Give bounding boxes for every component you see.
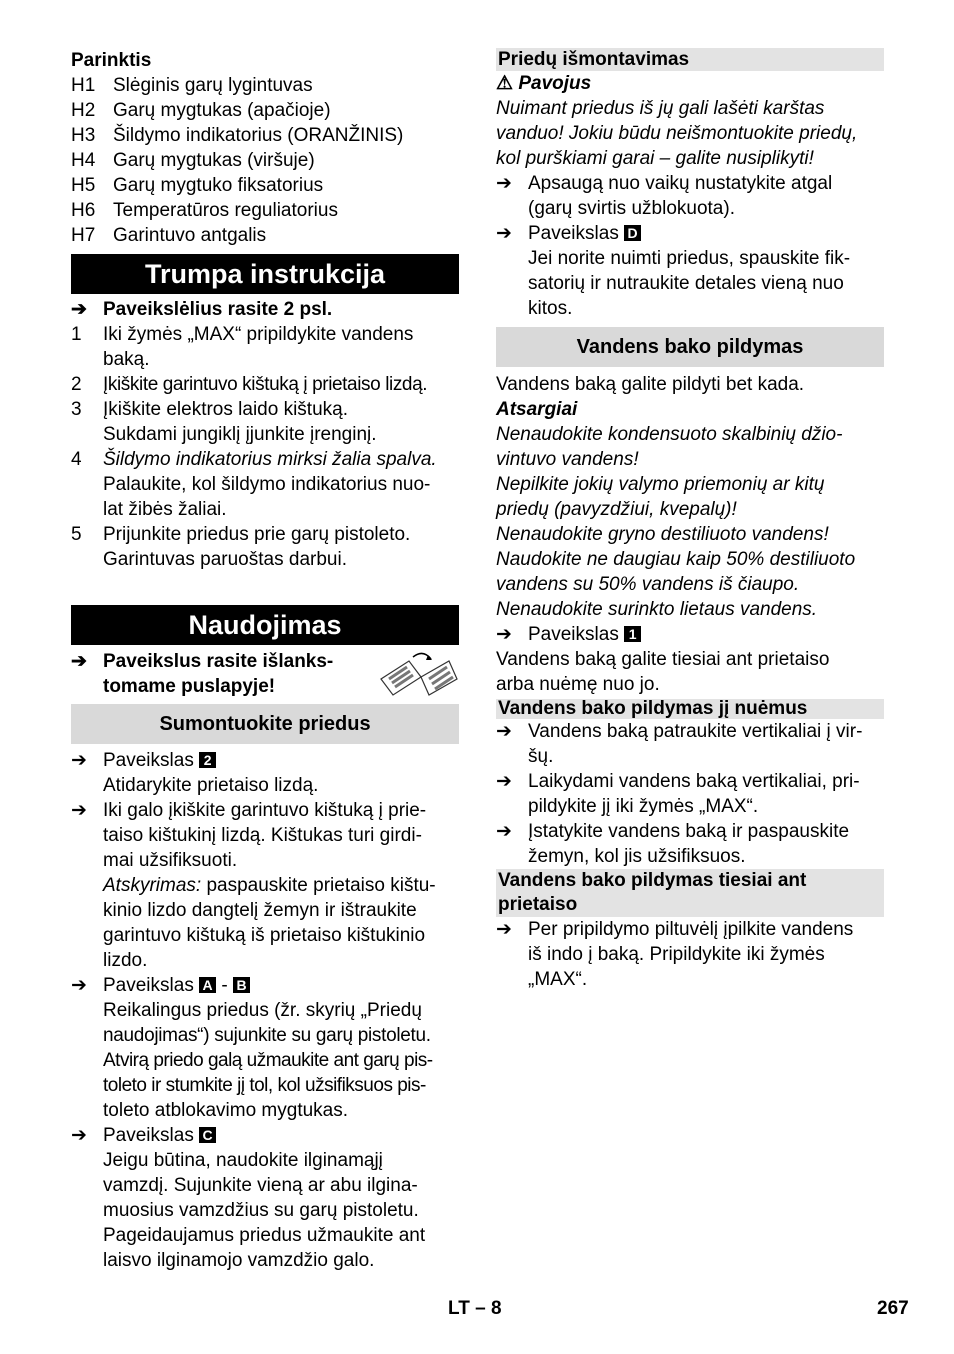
arrow-right-icon: ➔ xyxy=(71,299,87,320)
section-title-direct: Vandens bako pildymas tiesiai ant prietaiso xyxy=(496,869,884,917)
parts-item xyxy=(71,148,459,173)
parts-item xyxy=(71,173,459,198)
figC-instruction: ➔ Paveikslas C Jeigu būtina, naudokite ilginamąjį vamzdį. Sujunkite vieną ar abu ilgina- muosius vamzdžius su garų pistoletu. Pageidaujamus priedus užmaukite ant laisvo ilginamojo vamzdžio galo. xyxy=(71,1125,426,1271)
foldout-booklet-icon xyxy=(379,649,459,703)
fig1-instruction: ➔ Paveikslas 1 xyxy=(496,622,884,647)
section-title-use: Naudojimas xyxy=(71,605,459,645)
arrow-right-icon: ➔ xyxy=(496,624,512,645)
figure-ref-badge: C xyxy=(199,1127,216,1143)
part-code: H3 xyxy=(71,125,96,146)
figure-ref-badge: D xyxy=(624,225,641,241)
part-code: H6 xyxy=(71,200,96,221)
figure-ref-badge: 2 xyxy=(199,752,216,768)
part-code: H4 xyxy=(71,150,96,171)
section-title-removed: Vandens bako pildymas jį nuėmus xyxy=(496,699,884,719)
arrow-right-icon: ➔ xyxy=(71,975,87,996)
figD-instruction: ➔ Paveikslas D Jei norite nuimti priedus, spauskite fik- satorių ir nutraukite detales vieną nuo kitos. xyxy=(496,223,851,319)
parts-item xyxy=(71,198,459,223)
parts-heading: Parinktis xyxy=(71,50,152,71)
part-code: H5 xyxy=(71,175,96,196)
part-label: Garintuvo antgalis xyxy=(113,225,267,246)
page-footer-local: LT – 8 xyxy=(448,1298,502,1319)
figure-ref-badge: B xyxy=(233,977,250,993)
arrow-right-icon: ➔ xyxy=(496,821,512,842)
parts-list xyxy=(71,73,459,248)
parts-item xyxy=(71,123,459,148)
step-4: 4 Šildymo indikatorius mirksi žalia spalva. Palaukite, kol šildymo indikatorius nuo- lat žibės žaliai. xyxy=(71,449,437,520)
danger-label: ⚠ Pavojus xyxy=(496,73,592,94)
step-1: 1 Iki žymės „MAX“ pripildykite vandens baką. xyxy=(71,324,414,370)
part-label: Šildymo indikatorius (ORANŽINIS) xyxy=(113,125,404,146)
step-5: 5 Prijunkite priedus prie garų pistoleto. Garintuvas paruoštas darbui. xyxy=(71,524,411,570)
figure-ref-badge: 1 xyxy=(624,626,641,642)
removed-step: ➔ Vandens baką patraukite vertikaliai į vir- šų. xyxy=(496,721,863,767)
plug-instruction: ➔ Iki galo įkiškite garintuvo kištuką į prie- taiso kištukinį lizdą. Kištukas turi girdi- mai užsifiksuoti. Atskyrimas: paspauskite prietaiso kištu- kinio lizdo dangtelį žemyn ir ištraukite garintuvo kištuką iš prietaiso kištukinio lizdo. xyxy=(71,800,436,971)
part-label: Slėginis garų lygintuvas xyxy=(113,75,313,96)
parts-item xyxy=(71,73,459,98)
part-label: Garų mygtukas (apačioje) xyxy=(113,100,331,121)
part-label: Temperatūros reguliatorius xyxy=(113,200,338,221)
part-code: H1 xyxy=(71,75,96,96)
arrow-right-icon: ➔ xyxy=(496,173,512,194)
removed-step: ➔ Įstatykite vandens baką ir paspauskite žemyn, kol jis užsifiksuos. xyxy=(496,821,850,867)
left-column xyxy=(71,48,459,1273)
childlock-instruction: ➔ Apsaugą nuo vaikų nustatykite atgal (garų svirtis užblokuota). xyxy=(496,173,833,219)
part-label: Garų mygtukas (viršuje) xyxy=(113,150,315,171)
use-ref: ➔ Paveikslus rasite išlanks- tomame puslapyje! xyxy=(71,649,459,699)
arrow-right-icon: ➔ xyxy=(496,919,512,940)
parts-item xyxy=(71,223,459,248)
step-3: 3 Įkiškite elektros laido kištuką. Sukdami jungiklį įjunkite įrenginį. xyxy=(71,399,377,445)
arrow-right-icon: ➔ xyxy=(71,1125,87,1146)
figAB-instruction: ➔ Paveikslas A - B Reikalingus priedus (žr. skyrių „Priedų naudojimas“) sujunkite su garų pistoletu. Atvirą priedo galą užmaukite ant garų pis- toleto ir stumkite jį tol, kol užsifiksuos pis- toleto atblokavimo mygtukas. xyxy=(71,975,433,1121)
quick-ref: ➔ Paveikslėlius rasite 2 psl. xyxy=(71,299,333,320)
caution-label: Atsargiai xyxy=(496,399,578,420)
figure-ref-badge: A xyxy=(199,977,216,993)
parts-item xyxy=(71,98,459,123)
page-number: 267 xyxy=(877,1298,909,1319)
step-2: 2 Įkiškite garintuvo kištuką į prietaiso lizdą. xyxy=(71,374,428,395)
part-code: H7 xyxy=(71,225,96,246)
section-title-remove: Priedų išmontavimas xyxy=(496,48,884,71)
right-column: Priedų išmontavimas ⚠ Pavojus Nuimant priedus iš jų gali lašėti karštas vanduo! Jokiu būdu neišmontuokite priedų, kol purškiami garai – galite nusiplikyti! ➔ Apsaugą nuo vaikų nustatykite atgal (garų svirtis užblokuota). ➔ Paveikslas D Jei norite nuimti priedus, spauskite fik- satorių ir nutraukite detales vieną nuo kitos. Vandens bako pildymas Vandens baką galite pildyti bet kada. Atsargiai Nenaudokite kondensuoto skalbinių džio- vintuvo vandens! Nepilkite jokių valymo priemonių ar kitų priedų (pavyzdžiui, kvepalų)! Nenaudokite gryno destiliuoto vandens! Naudokite ne daugiau kaip 50% destiliuoto vandens su 50% vandens iš čiaupo. Nenaudokite surinkto lietaus vandens. ➔ Paveikslas 1 Vandens baką galite tiesiai ant prietaiso arba nuėmę nuo jo. Vandens bako pildymas jį nuėmus ➔ Vandens baką patraukite vertikaliai į vir- šų. ➔ Laikydami vandens baką vertikaliai, pri- pildykite jį iki žymės „MAX“. ➔ Įstatykite vandens baką ir paspauskite žemyn, kol jis užsifiksuos. Vandens bako pildymas tiesiai ant prietaiso ➔ Per pripildymo piltuvėlį įpilkite vandens iš indo į baką. Pripildykite iki žymės „MAX“. xyxy=(496,48,884,992)
removed-step: ➔ Laikydami vandens baką vertikaliai, pri- pildykite jį iki žymės „MAX“. xyxy=(496,771,860,817)
arrow-right-icon: ➔ xyxy=(496,223,512,244)
arrow-right-icon: ➔ xyxy=(71,651,87,672)
fig2-instruction: ➔ Paveikslas 2 Atidarykite prietaiso lizdą. xyxy=(71,750,319,796)
direct-step: ➔ Per pripildymo piltuvėlį įpilkite vandens iš indo į baką. Pripildykite iki žymės „MAX“. xyxy=(496,919,854,990)
section-title-assemble: Sumontuokite priedus xyxy=(71,704,459,744)
part-code: H2 xyxy=(71,100,96,121)
arrow-right-icon: ➔ xyxy=(71,800,87,821)
arrow-right-icon: ➔ xyxy=(496,771,512,792)
part-label: Garų mygtuko fiksatorius xyxy=(113,175,324,196)
section-title-quick: Trumpa instrukcija xyxy=(71,254,459,294)
arrow-right-icon: ➔ xyxy=(496,721,512,742)
warning-triangle-icon: ⚠ xyxy=(496,73,514,94)
section-title-fill: Vandens bako pildymas xyxy=(496,327,884,367)
arrow-right-icon: ➔ xyxy=(71,750,87,771)
